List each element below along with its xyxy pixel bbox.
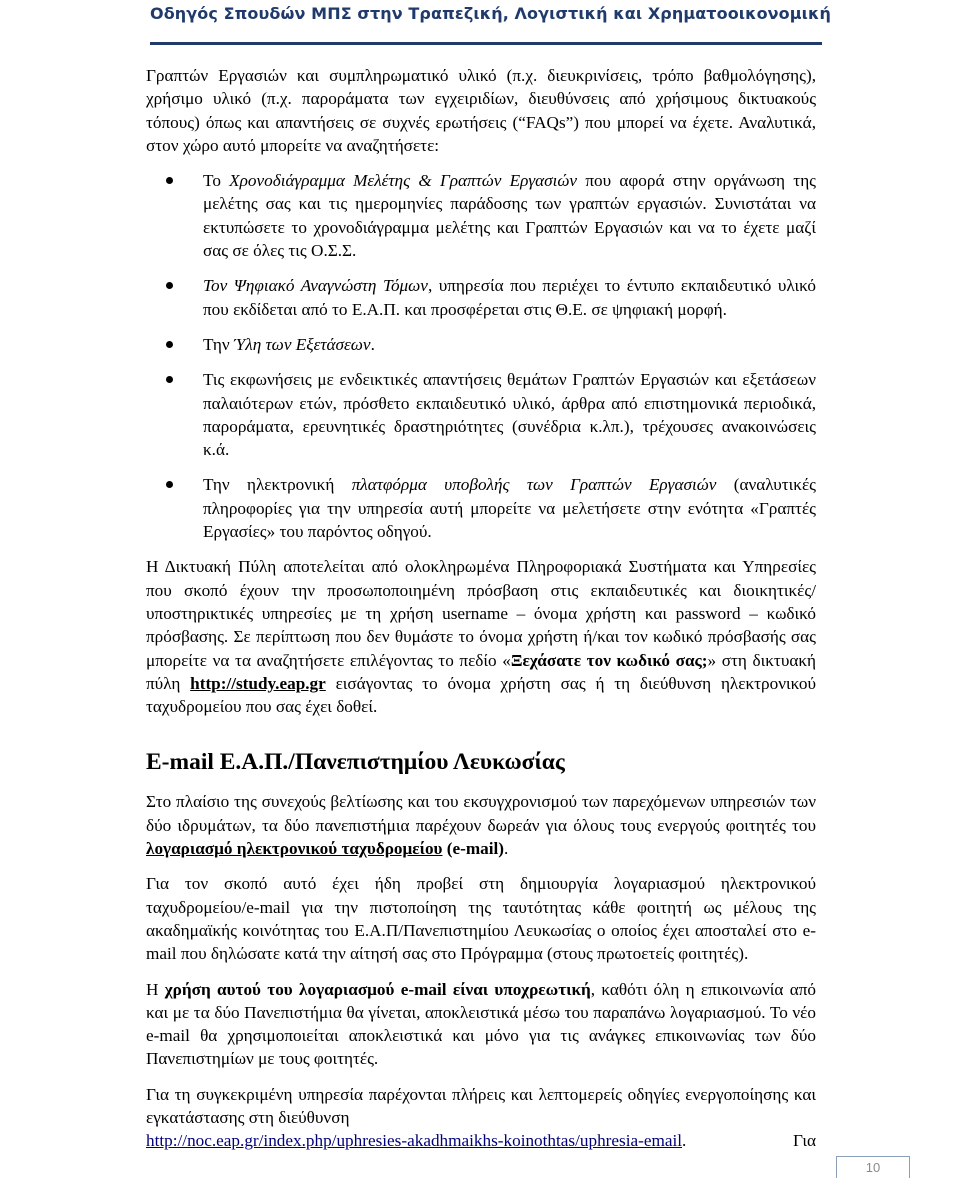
digital-reader-term: Τον Ψηφιακό Αναγνώστη Τόμων <box>203 276 428 296</box>
bullet-icon <box>166 177 173 184</box>
list-item: Τις εκφωνήσεις με ενδεικτικές απαντήσεις θεμάτων Γραπτών Εργασιών και εξετάσεων παλαιότερων ετών, πρόσθετο εκπαιδευτικό υλικό, άρθρα από επιστημονικά περιοδικά, παροράματα, ερευνητικές δραστηριότητες (συνέδρια κ.λπ.), τρέχουσες ανακοινώσεις κ.ά. <box>146 368 816 461</box>
email-intro-paragraph: Στο πλαίσιο της συνεχούς βελτίωσης και του εκσυγχρονισμού των παρεχόμενων υπηρεσιών των δύο ιδρυμάτων, τα δύο πανεπιστήμια παρέχουν δωρεάν για όλους τους ενεργούς φοιτητές του λογαριασμό ηλεκτρονικού ταχυδρομείου (e-mail). <box>146 792 816 859</box>
bullet-icon <box>166 282 173 289</box>
bullet-icon <box>166 341 173 348</box>
noc-email-instructions-link[interactable]: http://noc.eap.gr/index.php/uphresies-akadhmaikhs-koinothtas/uphresia-email <box>146 1131 683 1151</box>
list-item: Την ηλεκτρονική πλατφόρμα υποβολής των Γραπτών Εργασιών (αναλυτικές πληροφορίες για την υπηρεσία αυτή μπορείτε να μελετήσετε στην ενότητα «Γραπτές Εργασίες» του παρόντος οδηγού. <box>146 473 816 543</box>
page-header-title: Οδηγός Σπουδών ΜΠΣ στην Τραπεζική, Λογιστική και Χρηματοοικονομική <box>150 4 831 23</box>
resource-list <box>146 169 816 543</box>
list-item: Το Χρονοδιάγραμμα Μελέτης & Γραπτών Εργασιών που αφορά στην οργάνωση της μελέτης σας και τις ημερομηνίες παράδοσης των γραπτών εργασιών. Συνιστάται να εκτυπώσετε το χρονοδιάγραμμα μελέτης και Γραπτών Εργασιών και να το έχετε μαζί σας σε όλες τις Ο.Σ.Σ. <box>146 169 816 262</box>
email-account-term: λογαριασμό ηλεκτρονικού ταχυδρομείου <box>146 839 443 859</box>
bullet-icon <box>166 376 173 383</box>
email-section-heading: E-mail Ε.Α.Π./Πανεπιστημίου Λευκωσίας <box>146 749 565 776</box>
study-schedule-term: Χρονοδιάγραμμα Μελέτης & Γραπτών Εργασιών <box>229 171 578 191</box>
page-number: 10 <box>836 1156 910 1178</box>
mandatory-use-term: χρήση αυτού του λογαριασμού e-mail είναι υποχρεωτική <box>164 979 591 999</box>
header-rule <box>150 42 822 45</box>
list-item: Την Ύλη των Εξετάσεων. <box>146 333 816 356</box>
document-body <box>146 64 816 1165</box>
intro-paragraph: Γραπτών Εργασιών και συμπληρωματικό υλικό (π.χ. διευκρινίσεις, τρόπο βαθμολόγησης), χρήσιμο υλικό (π.χ. παροράματα των εγχειριδίων, διευθύνσεις από χρήσιμους δικτυακούς τόπους) όπως και απαντήσεις σε συχνές ερωτήσεις (“FAQs”) που μπορεί να έχετε. Αναλυτικά, στον χώρο αυτό μπορείτε να αναζητήσετε: <box>146 66 816 155</box>
email-instructions-paragraph: Για τη συγκεκριμένη υπηρεσία παρέχονται πλήρεις και λεπτομερείς οδηγίες ενεργοποίησης και εγκατάστασης στη διεύθυνση http://noc.eap.gr/index.php/uphresies-akadhmaikhs-koinothtas/uphresia-email. Για <box>146 1084 816 1151</box>
exam-material-term: Ύλη των Εξετάσεων <box>233 334 371 354</box>
email-creation-paragraph: Για τον σκοπό αυτό έχει ήδη προβεί στη δημιουργία λογαριασμού ηλεκτρονικού ταχυδρομείου/e-mail για την πιστοποίηση της ταυτότητας κάθε φοιτητή ως μέλους της ακαδημαϊκής κοινότητας του Ε.Α.Π/Πανεπιστημίου Λευκωσίας ο οποίος έχει αποσταλεί στο e-mail που δηλώσατε κατά την αίτησή σας στο Πρόγραμμα (στους πρωτοετείς φοιτητές). <box>146 874 816 964</box>
study-portal-link[interactable]: http://study.eap.gr <box>190 673 326 693</box>
bullet-icon <box>166 481 173 488</box>
list-item: Τον Ψηφιακό Αναγνώστη Τόμων, υπηρεσία που περιέχει το έντυπο εκπαιδευτικό υλικό που εκδίδεται από το Ε.Α.Π. και προσφέρεται στις Θ.Ε. σε ψηφιακή μορφή. <box>146 274 816 321</box>
portal-paragraph: Η Δικτυακή Πύλη αποτελείται από ολοκληρωμένα Πληροφοριακά Συστήματα και Υπηρεσίες που σκοπό έχουν την προσωποποιημένη πρόσβαση στις εκπαιδευτικές και διοικητικές/υποστηρικτικές υπηρεσίες με τη χρήση username – όνομα χρήστη και password – κωδικό πρόσβασης. Σε περίπτωση που δεν θυμάστε το όνομα χρήστη ή/και τον κωδικό πρόσβασής σας μπορείτε να τα αναζητήσετε επιλέγοντας το πεδίο «Ξεχάσατε τον κωδικό σας;» στη δικτυακή πύλη http://study.eap.gr εισάγοντας το όνομα χρήστη σας ή τη διεύθυνση ηλεκτρονικού ταχυδρομείου που σας έχει δοθεί. <box>146 557 816 717</box>
submission-platform-term: πλατφόρμα υποβολής των Γραπτών Εργασιών <box>351 475 717 495</box>
forgot-password-term: Ξεχάσατε τον κωδικό σας; <box>510 650 708 670</box>
email-mandatory-paragraph: Η χρήση αυτού του λογαριασμού e-mail είναι υποχρεωτική, καθότι όλη η επικοινωνία από και με τα δύο Πανεπιστήμια θα γίνεται, αποκλειστικά μέσω του παραπάνω λογαριασμού. Το νέο e-mail θα χρησιμοποιείται αποκλειστικά και μόνο για τις ανάγκες επικοινωνίας των δύο Πανεπιστημίων με τους φοιτητές. <box>146 979 816 1069</box>
